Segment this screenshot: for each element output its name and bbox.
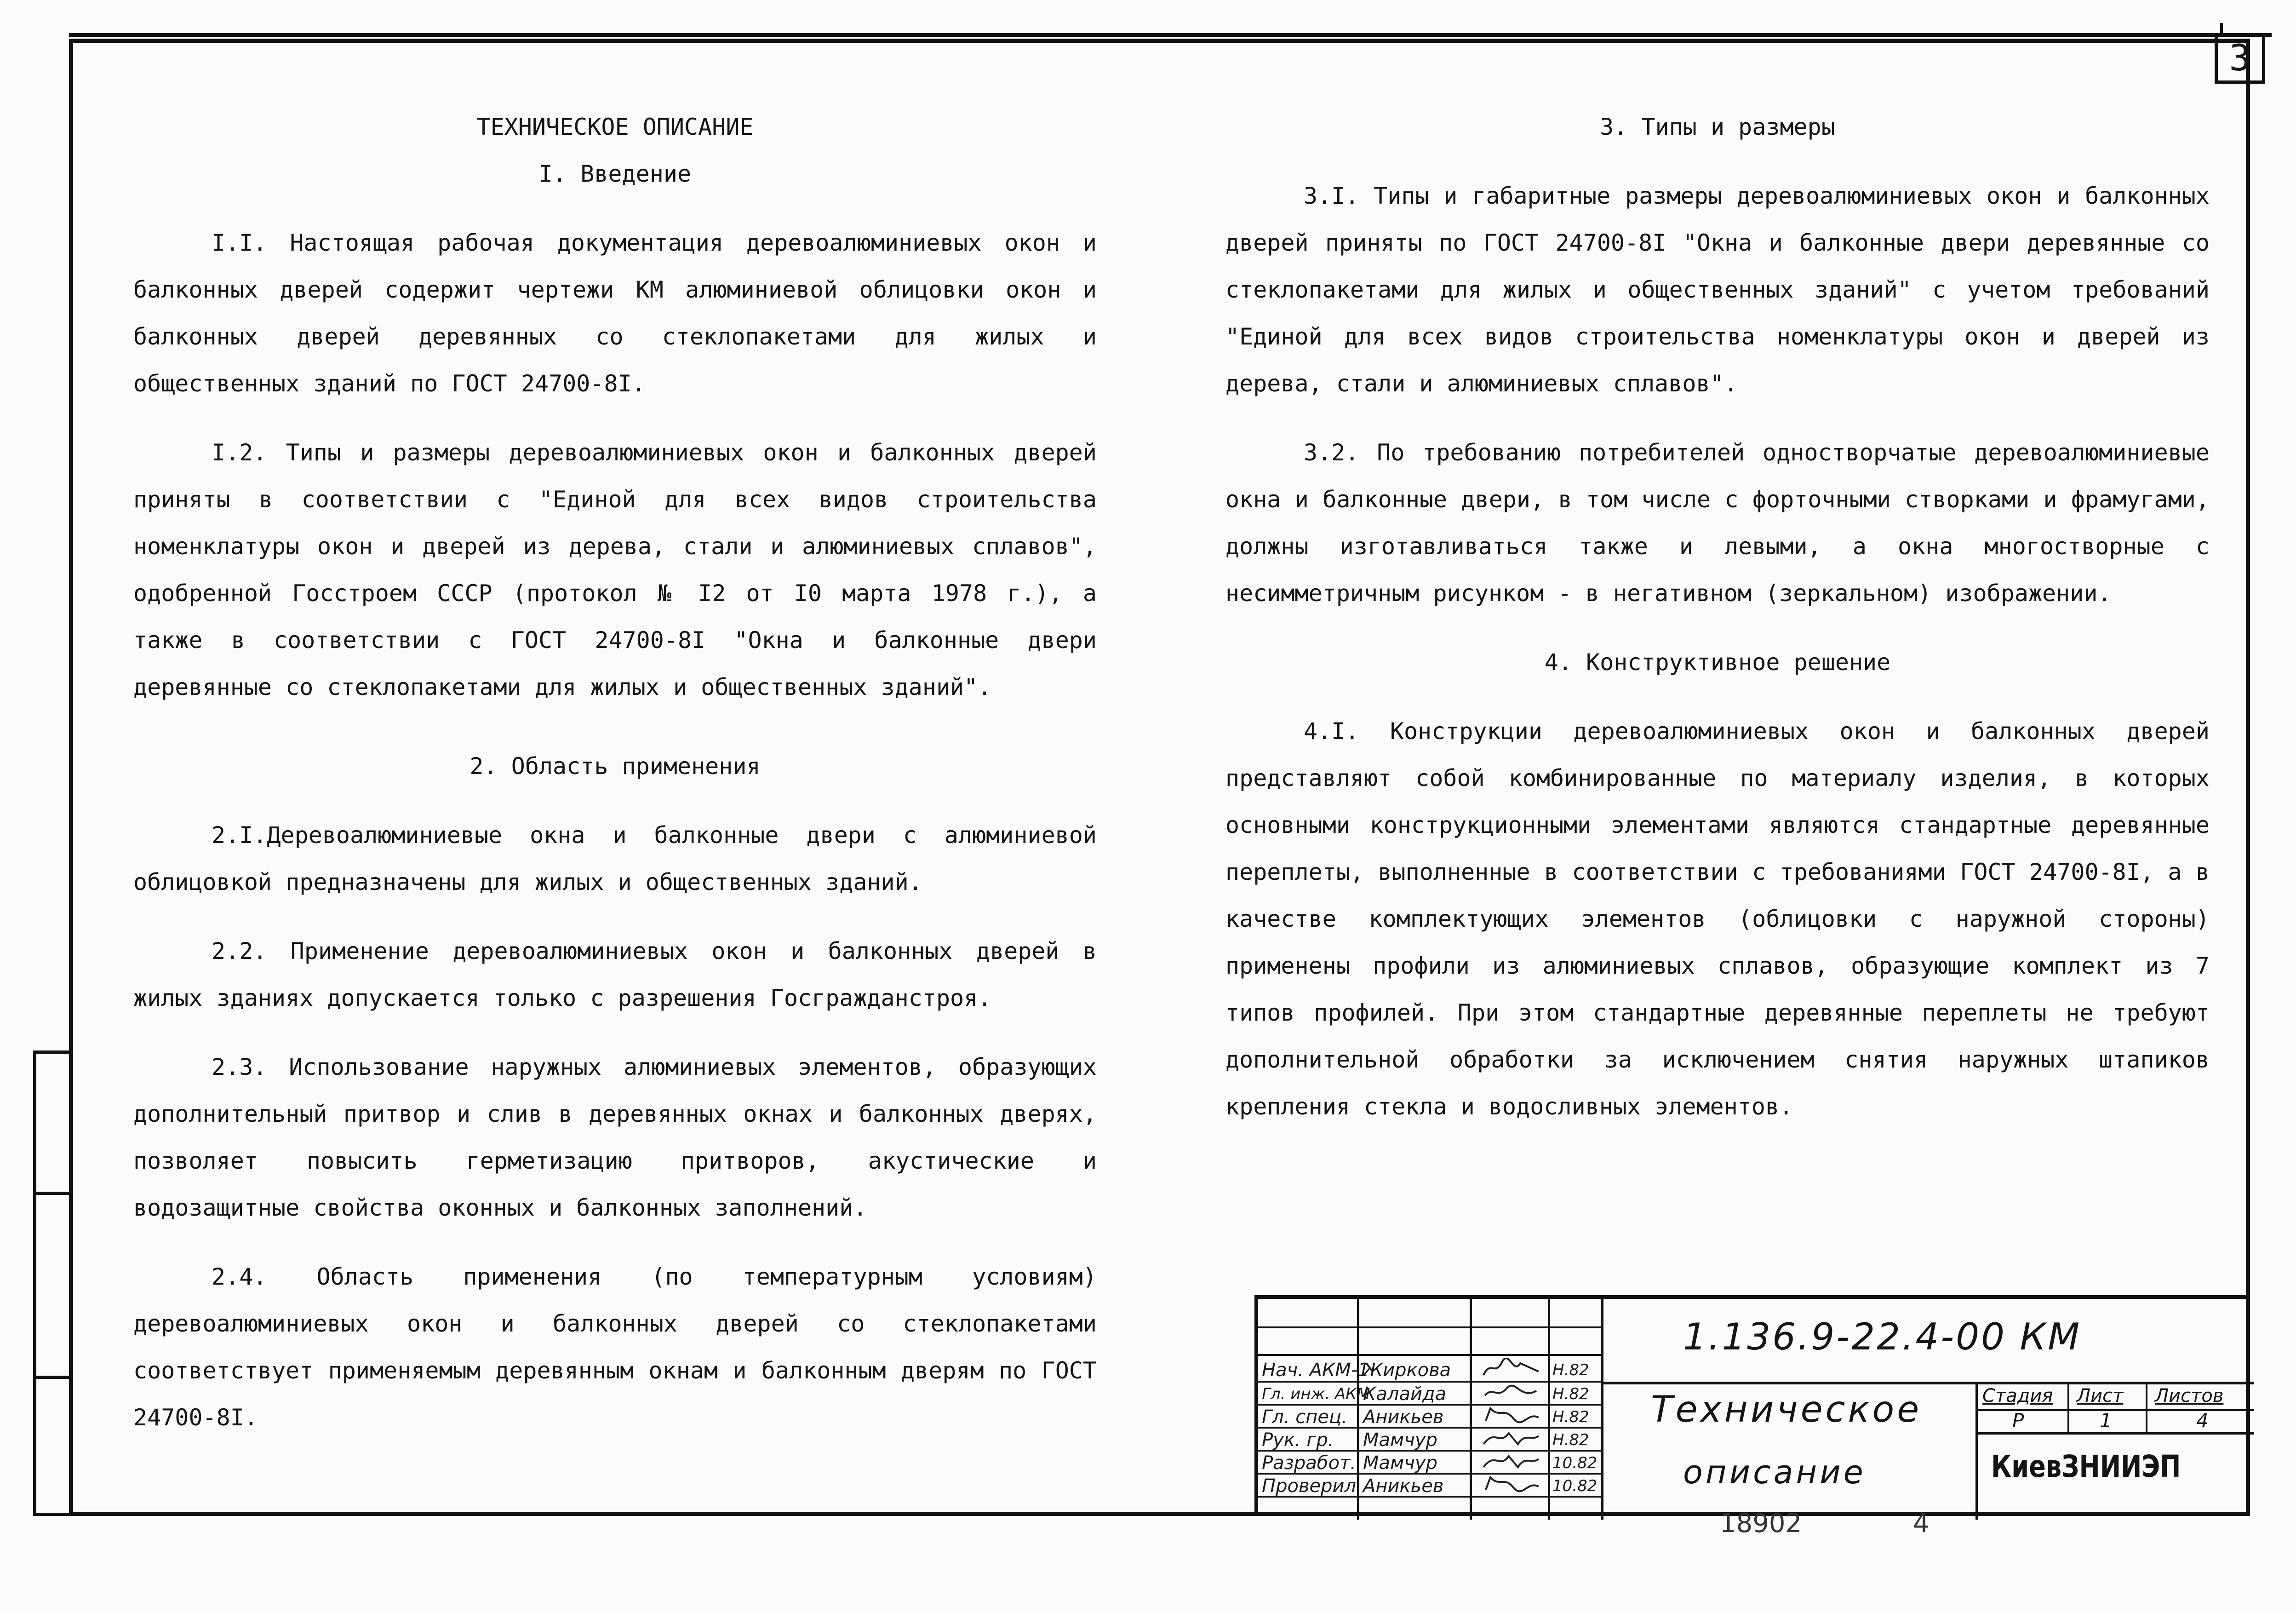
role-cell: Гл. инж. АКМ xyxy=(1262,1385,1370,1403)
signature-mark xyxy=(1481,1474,1541,1495)
date-cell: Н.82 xyxy=(1552,1361,1589,1379)
section-2-heading: 2. Область применения xyxy=(470,753,761,780)
binding-strip xyxy=(33,1050,69,1516)
signature-mark xyxy=(1481,1358,1541,1379)
right-column xyxy=(1225,103,2210,1130)
binding-divider xyxy=(36,1192,69,1195)
sheets-label: Листов xyxy=(2155,1385,2224,1406)
document-title-line-1: Техническое xyxy=(1651,1389,1922,1430)
paragraph-2-2: 2.2. Применение деревоалюминиевых окон и балконных дверей в жилых зданиях допускается только с разрешения Госгражданстроя. xyxy=(133,938,1097,1011)
sheet-value: 1 xyxy=(2100,1409,2112,1432)
name-cell: Мамчур xyxy=(1363,1452,1437,1474)
paragraph-3-2: 3.2. По требованию потребителей одностворчатые деревоалюминиевые окна и балконные двери, в том числе с форточными створками и фрамугами, должны изготавливаться также и левыми, а окна многостворные с несимметричным рисунком - в негативном (зеркальном) изображении. xyxy=(1225,439,2210,607)
role-cell: Гл. спец. xyxy=(1262,1406,1347,1428)
date-cell: 10.82 xyxy=(1552,1454,1597,1472)
paragraph-1-1: I.I. Настоящая рабочая документация деревоалюминиевых окон и балконных дверей содержит чертежи КМ алюминиевой облицовки окон и балконных дверей деревянных со стеклопакетами для жилых и общественных зданий по ГОСТ 24700-8I. xyxy=(133,230,1097,397)
name-cell: Аникьев xyxy=(1363,1406,1444,1428)
left-column xyxy=(133,103,1097,1441)
paragraph-4-1: 4.I. Конструкции деревоалюминиевых окон и балконных дверей представляют собой комбинированные по материалу изделия, в которых основными конструкционными элементами являются стандартные деревянные переплеты, выполненные в соответствии с требованиями ГОСТ 24700-8I, а в качестве комплектующих элементов (облицовки с наружной стороны) применены профили из алюминиевых сплавов, образующие комплект из 7 типов профилей. При этом стандартные деревянные переплеты не требуют дополнительной обработки за исключением снятия наружных штапиков крепления стекла и водосливных элементов. xyxy=(1225,718,2210,1120)
top-border-line xyxy=(69,33,2272,37)
date-cell: Н.82 xyxy=(1552,1431,1589,1449)
name-cell: Жиркова xyxy=(1363,1360,1451,1381)
name-cell: Калайда xyxy=(1363,1383,1447,1405)
page-number: 4 xyxy=(1913,1509,1930,1538)
sheet-number: 3 xyxy=(2215,33,2265,84)
name-cell: Мамчур xyxy=(1363,1429,1437,1451)
date-cell: Н.82 xyxy=(1552,1408,1589,1426)
stage-value: Р xyxy=(2012,1409,2024,1432)
inventory-number: 18902 xyxy=(1720,1509,1802,1538)
section-4-heading: 4. Конструктивное решение xyxy=(1544,649,1891,676)
sheet-label: Лист xyxy=(2077,1385,2124,1406)
signature-mark xyxy=(1481,1405,1541,1426)
document-title-line-2: описание xyxy=(1683,1453,1866,1491)
paragraph-3-1: 3.I. Типы и габаритные размеры деревоалюминиевых окон и балконных дверей приняты по ГОСТ 24700-8I "Окна и балконные двери деревянные со стеклопакетами для жилых и общественных зданий" с учетом требований "Единой для всех видов строительства номенклатуры окон и дверей из дерева, стали и алюминиевых сплавов". xyxy=(1225,183,2210,397)
name-cell: Аникьев xyxy=(1363,1475,1444,1497)
organization-name: КиевЗНИИЭП xyxy=(1991,1449,2181,1484)
signature-mark xyxy=(1481,1451,1541,1472)
section-1-heading: I. Введение xyxy=(538,161,692,187)
document-title: ТЕХНИЧЕСКОЕ ОПИСАНИЕ xyxy=(476,114,754,140)
paragraph-2-4: 2.4. Область применения (по температурным условиям) деревоалюминиевых окон и балконных дверей со стеклопакетами соответствует применяемым деревянным окнам и балконным дверям по ГОСТ 24700-8I. xyxy=(133,1263,1097,1431)
section-3-heading: 3. Типы и размеры xyxy=(1600,114,1835,140)
binding-divider xyxy=(36,1376,69,1379)
signature-mark xyxy=(1481,1382,1541,1403)
paragraph-2-3: 2.3. Использование наружных алюминиевых элементов, образующих дополнительный притвор и слив в деревянных окнах и балконных дверях, позволяет повысить герметизацию притворов, акустические и водозащитные свойства оконных и балконных заполнений. xyxy=(133,1054,1097,1221)
role-cell: Проверил xyxy=(1262,1475,1357,1497)
role-cell: Разработ. xyxy=(1262,1452,1356,1474)
stage-label: Стадия xyxy=(1982,1385,2053,1406)
paragraph-2-1: 2.I.Деревоалюминиевые окна и балконные двери с алюминиевой облицовкой предназначены для жилых и общественных зданий. xyxy=(133,822,1097,895)
role-cell: Рук. гр. xyxy=(1262,1429,1334,1451)
role-cell: Нач. АКМ-1 xyxy=(1262,1360,1369,1381)
sheets-value: 4 xyxy=(2196,1409,2209,1432)
date-cell: Н.82 xyxy=(1552,1385,1589,1403)
paragraph-1-2: I.2. Типы и размеры деревоалюминиевых окон и балконных дверей приняты в соответствии с "Единой для всех видов строительства номенклатуры окон и дверей из дерева, стали и алюминиевых сплавов", одобренной Госстроем СССР (протокол № I2 от I0 марта 1978 г.), а также в соответствии с ГОСТ 24700-8I "Окна и балконные двери деревянные со стеклопакетами для жилых и общественных зданий". xyxy=(133,439,1097,700)
document-code: 1.136.9-22.4-00 КМ xyxy=(1683,1315,2082,1358)
date-cell: 10.82 xyxy=(1552,1477,1597,1495)
signature-mark xyxy=(1481,1428,1541,1449)
